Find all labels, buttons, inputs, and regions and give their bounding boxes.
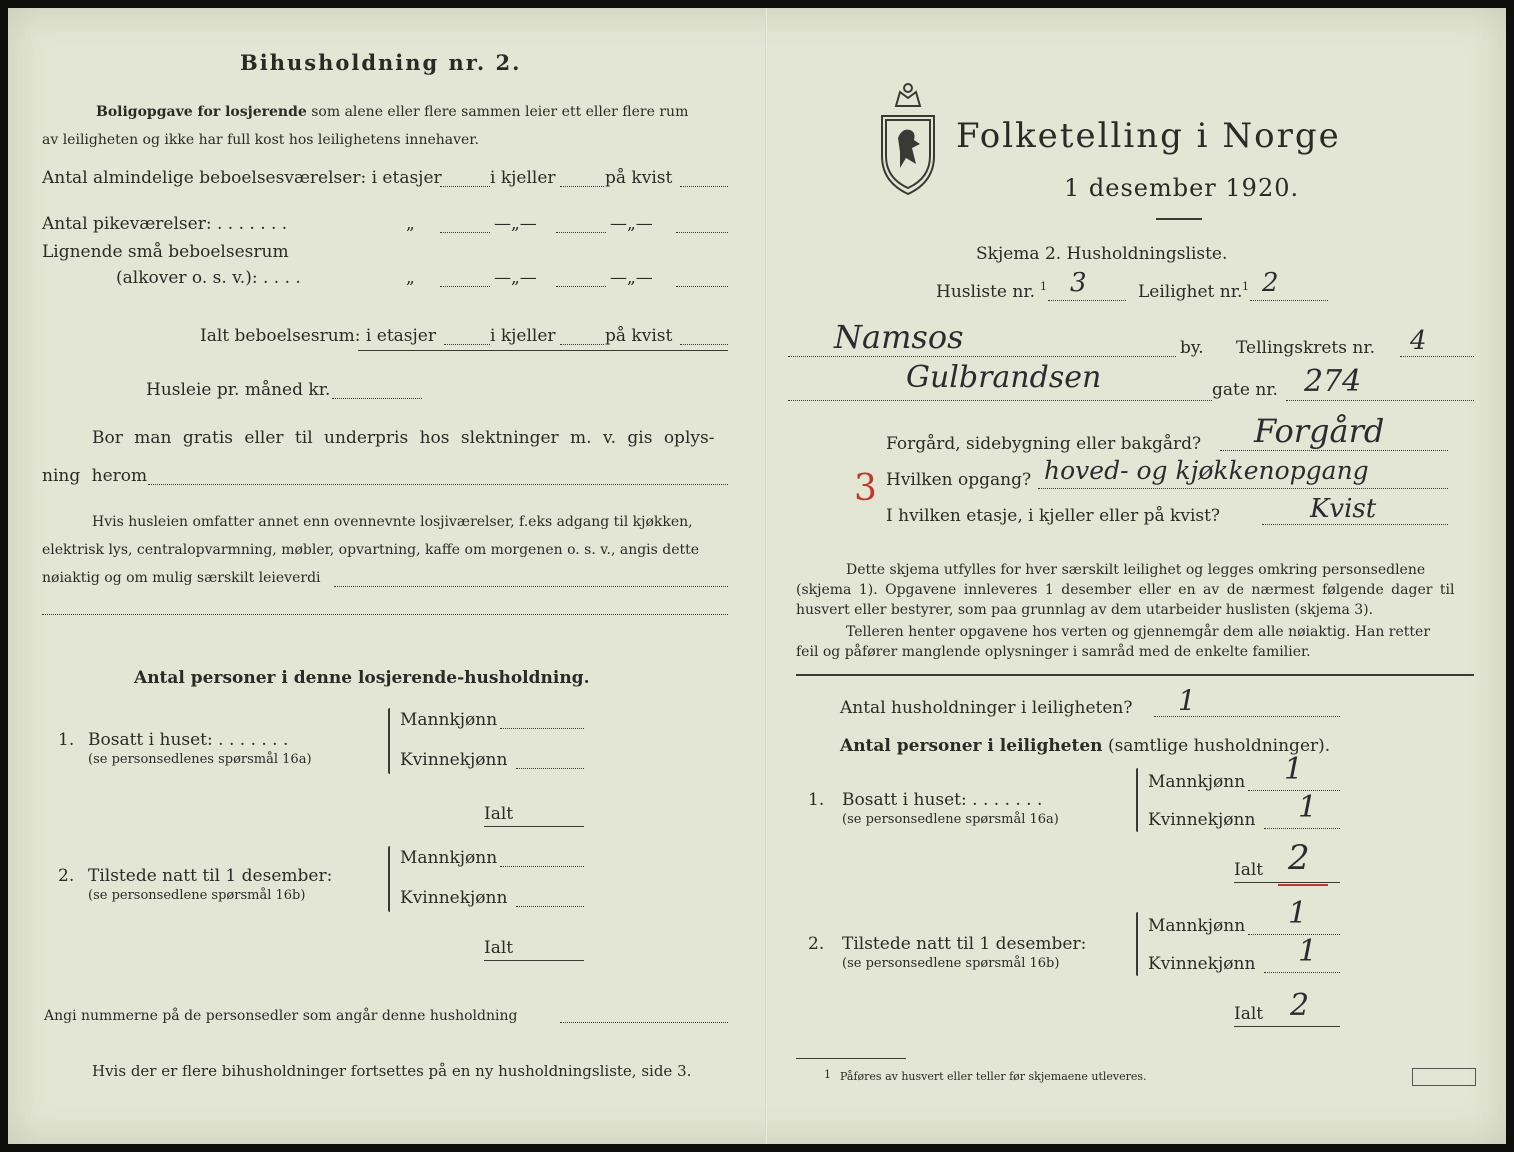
left-persons-heading: Antal personer i denne losjerende-husholdning. xyxy=(134,668,590,688)
right-q2-ialt-field xyxy=(1234,1026,1340,1027)
left-q2-label: Tilstede natt til 1 desember: xyxy=(88,866,333,886)
forgaard-value[interactable]: Forgård xyxy=(1254,412,1385,450)
etasje-field xyxy=(1262,524,1448,525)
lignende-dash-1: —„— xyxy=(494,268,537,288)
right-q2-number: 2. xyxy=(808,934,825,954)
husholdninger-field xyxy=(1154,716,1340,717)
ialt-rule xyxy=(358,350,728,351)
forgaard-label: Forgård, sidebygning eller bakgård? xyxy=(886,434,1202,454)
ialt-kjeller-field[interactable] xyxy=(560,344,604,345)
lignende-kvist-field[interactable] xyxy=(676,286,728,287)
instructions-line-3: husvert eller bestyrer, som paa grunnlag av dem utarbeider huslisten (skjema 3). xyxy=(796,602,1374,618)
rooms-kjeller-label: i kjeller xyxy=(490,168,556,188)
lignende-ditto: „ xyxy=(406,268,415,288)
lignende-dash-2: —„— xyxy=(610,268,653,288)
ialt-kjeller-label: i kjeller xyxy=(490,326,556,346)
right-q2-mann-label: Mannkjønn xyxy=(1148,916,1246,936)
instructions-rule xyxy=(796,674,1474,676)
husleien-line-1: Hvis husleien omfatter annet enn ovennevnte losjiværelser, f.eks adgang til kjøkken, xyxy=(92,514,693,530)
right-q1-kvinne-field xyxy=(1264,828,1340,829)
husleien-line-2: elektrisk lys, centralopvarmning, møbler, opvartning, kaffe om morgenen o. s. v., angis dette xyxy=(42,542,700,558)
ialt-etasjer-field[interactable] xyxy=(444,344,490,345)
gratis-line-1: Bor man gratis eller til underpris hos slektninger m. v. gis oplys- xyxy=(92,428,715,448)
left-footer: Hvis der er flere bihusholdninger fortsettes på en ny husholdningsliste, side 3. xyxy=(92,1062,692,1080)
by-label: by. xyxy=(1180,338,1204,358)
husleien-line-3: nøiaktig og om mulig særskilt leieverdi xyxy=(42,570,321,586)
gate-label: gate nr. xyxy=(1212,380,1278,400)
pike-dash-2: —„— xyxy=(610,214,653,234)
rooms-kvist-label: på kvist xyxy=(605,168,673,188)
lignende-etasjer-field[interactable] xyxy=(440,286,490,287)
right-q1-red-underline xyxy=(1278,884,1328,886)
right-q2-kvinne-field xyxy=(1264,972,1340,973)
right-q2-mann-field xyxy=(1248,934,1340,935)
right-q1-label: Bosatt i huset: . . . . . . . xyxy=(842,790,1043,810)
right-q1-mann-value[interactable]: 1 xyxy=(1284,752,1304,787)
page-fold xyxy=(765,8,767,1144)
pike-ditto: „ xyxy=(406,214,415,234)
city-field xyxy=(788,356,1176,357)
ialt-kvist-field[interactable] xyxy=(680,344,728,345)
left-q2-mann-label: Mannkjønn xyxy=(400,848,498,868)
husliste-label: Husliste nr. xyxy=(936,282,1036,302)
right-date: 1 desember 1920. xyxy=(1064,174,1300,202)
leilighet-footnote-mark: 1 xyxy=(1242,280,1249,293)
title-rule xyxy=(1156,218,1202,220)
left-q1-brace xyxy=(388,708,390,774)
pike-etasjer-field[interactable] xyxy=(440,232,490,233)
right-q2-label: Tilstede natt til 1 desember: xyxy=(842,934,1087,954)
rooms-kvist-field[interactable] xyxy=(680,186,728,187)
pike-dash-1: —„— xyxy=(494,214,537,234)
husleien-field[interactable] xyxy=(334,586,728,587)
opgang-label: Hvilken opgang? xyxy=(886,470,1032,490)
right-title: Folketelling i Norge xyxy=(956,116,1341,156)
gratis-line-2: ning herom xyxy=(42,466,148,486)
instructions-line-5: feil og påfører manglende oplysninger i samråd med de enkelte familier. xyxy=(796,644,1311,660)
right-q2-brace xyxy=(1136,912,1138,976)
gratis-field[interactable] xyxy=(148,484,728,485)
left-q1-sub: (se personsedlenes spørsmål 16a) xyxy=(88,752,312,767)
right-q2-ialt-value[interactable]: 2 xyxy=(1290,988,1310,1023)
left-q2-mann-field[interactable] xyxy=(500,866,584,867)
left-q2-sub: (se personsedlene spørsmål 16b) xyxy=(88,888,306,903)
opgang-field xyxy=(1038,488,1448,489)
right-q1-mann-label: Mannkjønn xyxy=(1148,772,1246,792)
instructions-line-2: (skjema 1). Opgavene innleveres 1 desember eller en av de nærmest følgende dager til xyxy=(796,582,1455,598)
street-value[interactable]: Gulbrandsen xyxy=(906,360,1102,395)
pike-kjeller-field[interactable] xyxy=(556,232,606,233)
lignende-kjeller-field[interactable] xyxy=(556,286,606,287)
rooms-label: Antal almindelige beboelsesværelser: i etasjer xyxy=(42,168,442,188)
husleien-field-2[interactable] xyxy=(42,614,728,615)
opgang-value[interactable]: hoved- og kjøkkenopgang xyxy=(1044,456,1369,485)
margin-red-mark: 3 xyxy=(854,468,877,509)
right-q2-ialt-label: Ialt xyxy=(1234,1004,1264,1024)
tellingskrets-value[interactable]: 4 xyxy=(1410,326,1427,356)
left-q1-label: Bosatt i huset: . . . . . . . xyxy=(88,730,289,750)
right-q1-ialt-label: Ialt xyxy=(1234,860,1264,880)
right-q2-kvinne-value[interactable]: 1 xyxy=(1298,934,1318,969)
left-q1-kvinne-label: Kvinnekjønn xyxy=(400,750,508,770)
instructions-line-4: Telleren henter opgavene hos verten og gjennemgår dem alle nøiaktig. Han retter xyxy=(846,624,1431,640)
rooms-kjeller-field[interactable] xyxy=(560,186,604,187)
left-q2-ialt-field[interactable] xyxy=(484,960,584,961)
left-q1-mann-label: Mannkjønn xyxy=(400,710,498,730)
instructions-line-1: Dette skjema utfylles for hver særskilt leilighet og legges omkring personsedlene xyxy=(846,562,1426,578)
right-q1-ialt-field xyxy=(1234,882,1340,883)
angi-field[interactable] xyxy=(560,1022,728,1023)
census-form-sheet xyxy=(8,8,1506,1144)
right-q1-mann-field xyxy=(1248,790,1340,791)
ialt-rooms-label: Ialt beboelsesrum: i etasjer xyxy=(200,326,436,346)
right-persons-heading: Antal personer i leiligheten (samtlige husholdninger). xyxy=(840,736,1331,756)
left-q1-number: 1. xyxy=(58,730,75,750)
left-q2-kvinne-field[interactable] xyxy=(516,906,584,907)
left-q1-ialt-field[interactable] xyxy=(484,826,584,827)
leilighet-field xyxy=(1250,300,1328,301)
etasje-label: I hvilken etasje, i kjeller eller på kvist? xyxy=(886,506,1221,526)
left-q2-kvinne-label: Kvinnekjønn xyxy=(400,888,508,908)
printer-stamp-icon xyxy=(1412,1068,1476,1086)
right-q2-sub: (se personsedlene spørsmål 16b) xyxy=(842,956,1060,971)
left-q2-number: 2. xyxy=(58,866,75,886)
pike-kvist-field[interactable] xyxy=(676,232,728,233)
right-q1-sub: (se personsedlene spørsmål 16a) xyxy=(842,812,1059,827)
leilighet-value[interactable]: 2 xyxy=(1262,268,1279,298)
leilighet-label: Leilighet nr. xyxy=(1138,282,1243,302)
husleie-field[interactable] xyxy=(332,398,422,399)
left-title: Bihusholdning nr. 2. xyxy=(240,50,522,75)
left-q1-ialt-label: Ialt xyxy=(484,804,514,824)
husliste-footnote-mark: 1 xyxy=(1040,280,1047,293)
lignende-label-1: Lignende små beboelsesrum xyxy=(42,242,289,262)
left-q1-kvinne-field[interactable] xyxy=(516,768,584,769)
forgaard-field xyxy=(1220,450,1448,451)
intro-line-2: av leiligheten og ikke har full kost hos leilighetens innehaver. xyxy=(42,132,479,148)
lignende-label-2: (alkover o. s. v.): . . . . xyxy=(116,268,301,288)
husholdninger-label: Antal husholdninger i leiligheten? xyxy=(840,698,1133,718)
footnote-text: Påføres av husvert eller teller før skjemaene utleveres. xyxy=(840,1070,1147,1083)
right-q1-ialt-value[interactable]: 2 xyxy=(1288,838,1310,878)
right-q1-kvinne-label: Kvinnekjønn xyxy=(1148,810,1256,830)
right-q1-brace xyxy=(1136,768,1138,832)
etasje-value[interactable]: Kvist xyxy=(1310,494,1377,524)
tellingskrets-field xyxy=(1400,356,1474,357)
rooms-etasjer-field[interactable] xyxy=(440,186,490,187)
husliste-value[interactable]: 3 xyxy=(1070,268,1087,298)
right-q2-kvinne-label: Kvinnekjønn xyxy=(1148,954,1256,974)
coat-of-arms-icon xyxy=(876,78,940,198)
left-q2-brace xyxy=(388,846,390,912)
footnote-rule xyxy=(796,1058,906,1059)
angi-label: Angi nummerne på de personsedler som angår denne husholdning xyxy=(44,1008,518,1024)
footnote-mark: 1 xyxy=(824,1068,831,1081)
left-q1-mann-field[interactable] xyxy=(500,728,584,729)
husholdninger-value[interactable]: 1 xyxy=(1178,684,1196,717)
skjema-label: Skjema 2. Husholdningsliste. xyxy=(976,244,1228,264)
right-q2-mann-value[interactable]: 1 xyxy=(1288,896,1308,931)
tellingskrets-label: Tellingskrets nr. xyxy=(1236,338,1376,358)
right-q1-kvinne-value[interactable]: 1 xyxy=(1298,790,1318,825)
gate-field xyxy=(1286,400,1474,401)
husleie-label: Husleie pr. måned kr. xyxy=(146,380,331,400)
city-value[interactable]: Namsos xyxy=(834,318,964,356)
left-q2-ialt-label: Ialt xyxy=(484,938,514,958)
husliste-field xyxy=(1048,300,1126,301)
gate-value[interactable]: 274 xyxy=(1304,364,1362,399)
pike-label: Antal pikeværelser: . . . . . . . xyxy=(42,214,288,234)
right-q1-number: 1. xyxy=(808,790,825,810)
intro-line-1: Boligopgave for losjerende som alene eller flere sammen leier ett eller flere rum xyxy=(96,104,689,120)
ialt-kvist-label: på kvist xyxy=(605,326,673,346)
street-field xyxy=(788,400,1212,401)
